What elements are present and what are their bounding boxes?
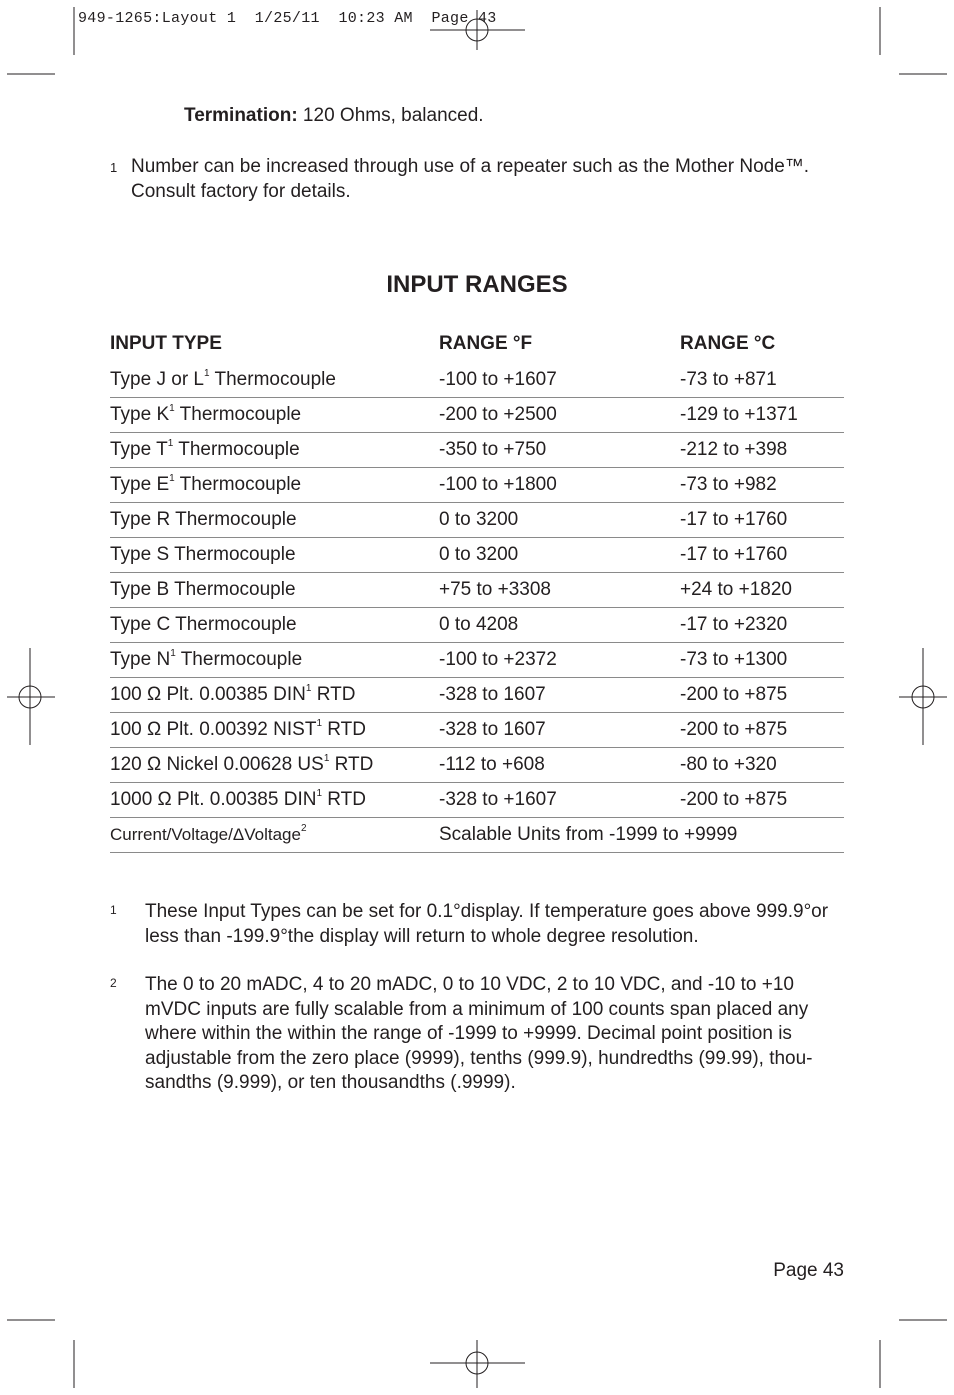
range-c-cell: -200 to +875 xyxy=(680,783,844,818)
footnote-number: 1 xyxy=(110,903,117,917)
footnote-1 xyxy=(110,900,850,949)
input-type-text: Type T xyxy=(110,439,168,460)
range-f-cell: +75 to +3308 xyxy=(439,573,680,608)
range-c-cell: -17 to +1760 xyxy=(680,538,844,573)
page-number: Page 43 xyxy=(773,1260,844,1281)
input-type-text: Type N xyxy=(110,649,171,670)
footnote-marker: 1 xyxy=(110,160,118,175)
range-c-cell: -73 to +982 xyxy=(680,468,844,503)
table-row xyxy=(110,468,844,503)
range-f-cell: -350 to +750 xyxy=(439,433,680,468)
header-input-type: INPUT TYPE xyxy=(110,333,222,354)
range-c-cell: -212 to +398 xyxy=(680,433,844,468)
input-type-text: 1000 Ω Plt. 0.00385 DIN xyxy=(110,789,317,810)
footnote-ref: 1 xyxy=(169,403,175,414)
table-row xyxy=(110,538,844,573)
footnote-ref: 1 xyxy=(167,438,174,449)
range-f-cell: 0 to 4208 xyxy=(439,608,680,643)
input-type-suffix: RTD xyxy=(322,719,366,740)
footnote-ref: 1 xyxy=(305,683,312,694)
input-type-suffix: RTD xyxy=(329,754,374,775)
section-heading: INPUT RANGES xyxy=(386,271,568,298)
input-type-suffix: RTD xyxy=(322,789,366,810)
termination-label: Termination: xyxy=(184,105,298,126)
table-row xyxy=(110,608,844,643)
footnote-ref: 2 xyxy=(300,823,307,834)
input-type-text: Type J or L xyxy=(110,369,204,390)
range-c-cell: -73 to +1300 xyxy=(680,643,844,678)
footnote-ref: 1 xyxy=(316,718,322,729)
footnote-ref: 1 xyxy=(316,788,323,799)
range-c-cell: -80 to +320 xyxy=(680,748,844,783)
table-row xyxy=(110,678,844,713)
input-type-suffix: Thermocouple xyxy=(175,649,303,670)
footnote-text: These Input Types can be set for 0.1°display. If temperature goes above 999.9°or less than -199.9°the display will return to whole degree resolution. xyxy=(145,901,829,947)
footnote-2 xyxy=(110,973,850,1096)
input-type-cell xyxy=(110,608,439,643)
input-type-cell xyxy=(110,643,439,678)
input-ranges-table xyxy=(110,333,844,853)
input-type-suffix: Thermocouple xyxy=(173,439,300,460)
input-type-cell xyxy=(110,573,439,608)
input-type-cell xyxy=(110,713,439,748)
footnote-ref: 1 xyxy=(169,473,175,484)
input-type-suffix: Thermocouple xyxy=(209,369,336,390)
footnote-ref: 1 xyxy=(204,368,210,379)
range-scalable-cell: Scalable Units from -1999 to +9999 xyxy=(439,818,844,853)
table-row xyxy=(110,713,844,748)
footnote-number: 2 xyxy=(110,976,117,990)
range-c-cell: -73 to +871 xyxy=(680,363,844,398)
footnote-ref: 1 xyxy=(323,753,330,764)
input-type-cell xyxy=(110,468,439,503)
range-f-cell: -112 to +608 xyxy=(439,748,680,783)
footnote-top xyxy=(110,154,810,204)
range-c-cell: -17 to +2320 xyxy=(680,608,844,643)
input-type-cell xyxy=(110,748,439,783)
input-type-suffix: RTD xyxy=(311,684,356,705)
range-f-cell: -328 to +1607 xyxy=(439,783,680,818)
range-f-cell: -100 to +2372 xyxy=(439,643,680,678)
input-type-text: Type E xyxy=(110,474,170,495)
input-type-text: Type B Thermocouple xyxy=(110,579,296,600)
input-type-text: Current/Voltage/ΔVoltage xyxy=(110,825,301,844)
footnote-text: The 0 to 20 mADC, 4 to 20 mADC, 0 to 10 VDC, 2 to 10 VDC, and -10 to +10 mVDC inputs are fully scalable from a minimum of 100 counts span placed any where within the within the range of -1999 to +9999. Decimal point position is adjustable from the zero place (9999), tenths (999.9), hundredths (99.99), thou-sandths (9.999), or ten thousandths (.9999). xyxy=(145,974,813,1093)
footnote-text: Number can be increased through use of a repeater such as the Mother Node™. Consult factory for details. xyxy=(131,156,810,202)
range-c-cell: -200 to +875 xyxy=(680,678,844,713)
table-row xyxy=(110,643,844,678)
range-f-cell: -328 to 1607 xyxy=(439,713,680,748)
input-type-cell xyxy=(110,433,439,468)
header-range-f: RANGE °F xyxy=(439,333,533,354)
table-row xyxy=(110,363,844,398)
input-type-cell xyxy=(110,783,439,818)
table-row xyxy=(110,398,844,433)
termination-value: 120 Ohms, balanced. xyxy=(297,105,484,126)
header-range-c: RANGE °C xyxy=(680,333,776,354)
input-type-text: Type R Thermocouple xyxy=(110,509,297,530)
table-row xyxy=(110,573,844,608)
input-type-cell xyxy=(110,363,439,398)
footnotes xyxy=(110,900,850,1120)
input-type-cell xyxy=(110,678,439,713)
range-f-cell: -100 to +1800 xyxy=(439,468,680,503)
table-row xyxy=(110,748,844,783)
input-type-cell xyxy=(110,398,439,433)
range-f-cell: -100 to +1607 xyxy=(439,363,680,398)
input-type-text: Type S Thermocouple xyxy=(110,544,296,565)
input-type-text: Type C Thermocouple xyxy=(110,614,297,635)
termination-line xyxy=(184,105,484,127)
input-type-cell xyxy=(110,503,439,538)
print-slug: 949-1265:Layout 1 1/25/11 10:23 AM Page 43 xyxy=(78,10,497,27)
table-row xyxy=(110,503,844,538)
range-f-cell: 0 to 3200 xyxy=(439,503,680,538)
input-type-text: Type K xyxy=(110,404,170,425)
input-type-suffix: Thermocouple xyxy=(174,474,302,495)
range-c-cell: -129 to +1371 xyxy=(680,398,844,433)
input-type-text: 100 Ω Plt. 0.00385 DIN xyxy=(110,684,306,705)
range-c-cell: -200 to +875 xyxy=(680,713,844,748)
table-row xyxy=(110,433,844,468)
table-header-row xyxy=(110,333,844,363)
footnote-ref: 1 xyxy=(170,648,176,659)
input-type-cell xyxy=(110,818,439,853)
range-f-cell: 0 to 3200 xyxy=(439,538,680,573)
range-f-cell: -200 to +2500 xyxy=(439,398,680,433)
table-row xyxy=(110,783,844,818)
range-f-cell: -328 to 1607 xyxy=(439,678,680,713)
range-c-cell: +24 to +1820 xyxy=(680,573,844,608)
table-row xyxy=(110,818,844,853)
input-type-text: 100 Ω Plt. 0.00392 NIST xyxy=(110,719,317,740)
range-c-cell: -17 to +1760 xyxy=(680,503,844,538)
input-type-suffix: Thermocouple xyxy=(174,404,302,425)
input-type-text: 120 Ω Nickel 0.00628 US xyxy=(110,754,324,775)
input-type-cell xyxy=(110,538,439,573)
